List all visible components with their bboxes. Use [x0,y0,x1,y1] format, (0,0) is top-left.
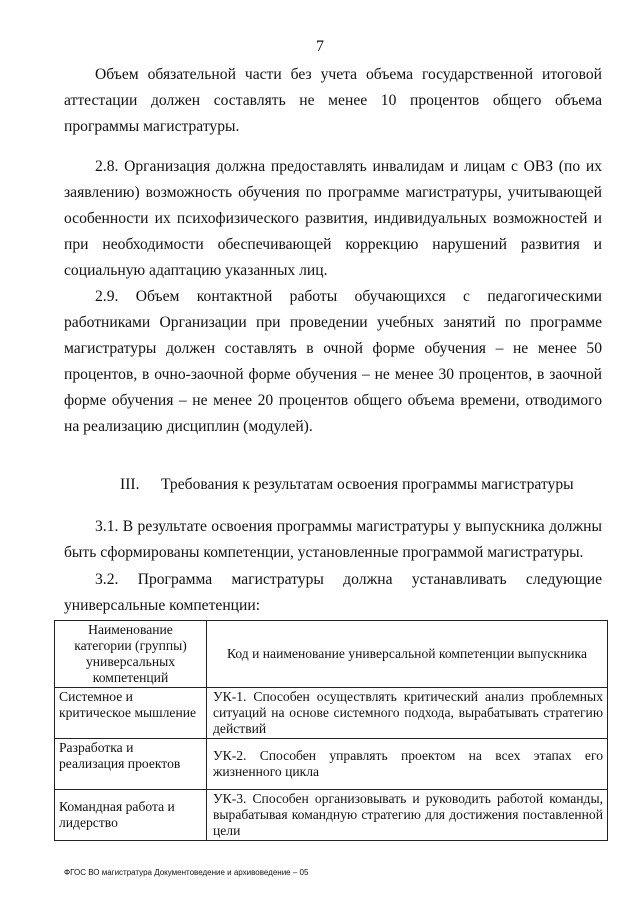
paragraph-scope: Объем обязательной части без учета объема государственной итоговой аттестации должен составлять не менее 10 процентов общего объема программы магистратуры. [64,66,602,135]
page-footer: ФГОС ВО магистратура Документоведение и архивоведение – 05 [64,868,309,877]
paragraph-2-8: 2.8. Организация должна предоставлять инвалидам и лицам с ОВЗ (по их заявлению) возможность обучения по программе магистратуры, учитывающей особенности их психофизического развития, индивидуальных возможностей и при необходимости обеспечивающей коррекцию нарушений развития и социальную адаптацию указанных лиц. [64,158,602,279]
row-category: Разработка и реализация проектов [55,739,207,790]
table-row [55,790,608,841]
paragraph-3-2: 3.2. Программа магистратуры должна устанавливать следующие универсальные компетенции: [64,571,602,614]
paragraph-3-1: 3.1. В результате освоения программы магистратуры у выпускника должны быть сформированы компетенции, установленные программой магистратуры. [64,518,602,561]
table-header-row [55,621,608,688]
table-row [55,739,608,790]
header-competence: Код и наименование универсальной компетенции выпускника [207,621,608,688]
row-category: Командная работа и лидерство [55,790,207,841]
table-row [55,688,608,739]
header-category: Наименование категории (группы) универсальных компетенций [55,621,207,688]
row-competence: УК-2. Способен управлять проектом на всех этапах его жизненного цикла [207,739,608,790]
page-number: 7 [316,38,324,55]
paragraph-2-9: 2.9. Объем контактной работы обучающихся с педагогическими работниками Организации при проведении учебных занятий по программе магистратуры должен составлять в очной форме обучения – не менее 50 процентов, в очно-заочной форме обучения – не менее 30 процентов, в заочной форме обучения – не менее 20 процентов общего объема времени, отводимого на реализацию дисциплин (модулей). [64,288,602,435]
row-competence: УК-1. Способен осуществлять критический анализ проблемных ситуаций на основе системного подхода, вырабатывать стратегию действий [207,688,608,739]
competencies-table [54,620,608,841]
row-category: Системное и критическое мышление [55,688,207,739]
row-competence: УК-3. Способен организовывать и руководить работой команды, вырабатывая командную стратегию для достижения поставленной цели [207,790,608,841]
section-title: Требования к результатам освоения программы магистратуры [161,476,574,493]
section-number: III. [120,476,140,493]
